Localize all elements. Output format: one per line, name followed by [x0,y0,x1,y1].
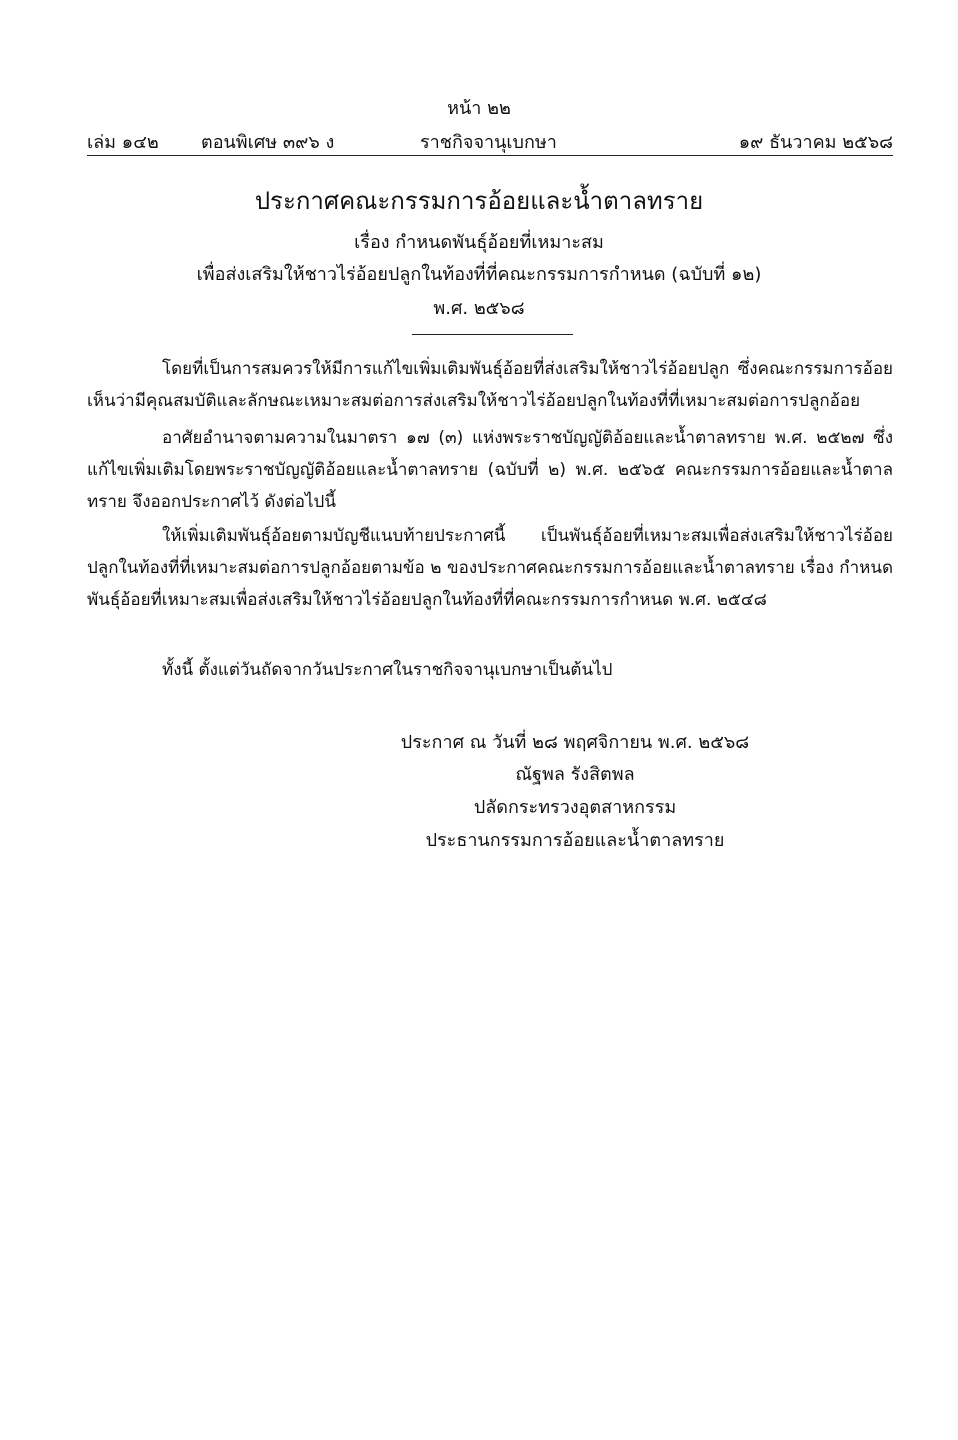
title-divider [412,334,573,335]
body-paragraph-4 [87,654,893,686]
section-number: ตอนพิเศษ ๓๙๖ ง [201,132,335,153]
announcement-subject-continued: เพื่อส่งเสริมให้ชาวไร่อ้อยปลูกในท้องที่ที่คณะกรรมการกำหนด (ฉบับที่ ๑๒) [196,264,762,285]
header-divider [87,155,893,156]
paragraph-text: ทั้งนี้ ตั้งแต่วันถัดจากวันประกาศในราชกิจจานุเบกษาเป็นต้นไป [162,660,613,680]
page-number: หน้า ๒๒ [447,98,511,119]
announcement-year: พ.ศ. ๒๕๖๘ [433,298,525,319]
announcement-subject: เรื่อง กำหนดพันธุ์อ้อยที่เหมาะสม [354,232,604,253]
signatory-position: ปลัดกระทรวงอุตสาหกรรม [473,797,677,818]
publication-date: ๑๙ ธันวาคม ๒๕๖๘ [738,132,893,153]
signature-date: ประกาศ ณ วันที่ ๒๘ พฤศจิกายน พ.ศ. ๒๕๖๘ [400,732,750,753]
gazette-header [87,127,893,153]
body-paragraph-2 [87,422,893,518]
paragraph-text: โดยที่เป็นการสมควรให้มีการแก้ไขเพิ่มเติมพันธุ์อ้อยที่ส่งเสริมให้ชาวไร่อ้อยปลูก ซึ่งคณะกรรมการอ้อยเห็นว่ามีคุณสมบัติและลักษณะเหมาะสมต่อการส่งเสริมให้ชาวไร่อ้อยปลูกในท้องที่ที่เหมาะสมต่อการปลูกอ้อย [87,359,893,411]
gazette-name: ราชกิจจานุเบกษา [420,132,557,153]
signatory-role: ประธานกรรมการอ้อยและน้ำตาลทราย [425,830,725,851]
signatory-name: ณัฐพล รังสิตพล [515,764,635,785]
volume-number: เล่ม ๑๔๒ [87,132,159,153]
paragraph-text: อาศัยอำนาจตามความในมาตรา ๑๗ (๓) แห่งพระราชบัญญัติอ้อยและน้ำตาลทราย พ.ศ. ๒๕๒๗ ซึ่งแก้ไขเพิ่มเติมโดยพระราชบัญญัติอ้อยและน้ำตาลทราย (ฉบับที่ ๒) พ.ศ. ๒๕๖๕ คณะกรรมการอ้อยและน้ำตาลทราย จึงออกประกาศไว้ ดังต่อไปนี้ [87,428,893,512]
body-paragraph-1 [87,353,893,417]
body-paragraph-3 [87,520,893,616]
paragraph-text: ให้เพิ่มเติมพันธุ์อ้อยตามบัญชีแนบท้ายประกาศนี้ เป็นพันธุ์อ้อยที่เหมาะสมเพื่อส่งเสริมให้ชาวไร่อ้อยปลูกในท้องที่ที่เหมาะสมต่อการปลูกอ้อยตามข้อ ๒ ของประกาศคณะกรรมการอ้อยและน้ำตาลทราย เรื่อง กำหนดพันธุ์อ้อยที่เหมาะสมเพื่อส่งเสริมให้ชาวไร่อ้อยปลูกในท้องที่ที่คณะกรรมการกำหนด พ.ศ. ๒๕๔๘ [87,526,893,610]
announcement-title: ประกาศคณะกรรมการอ้อยและน้ำตาลทราย [254,187,704,215]
